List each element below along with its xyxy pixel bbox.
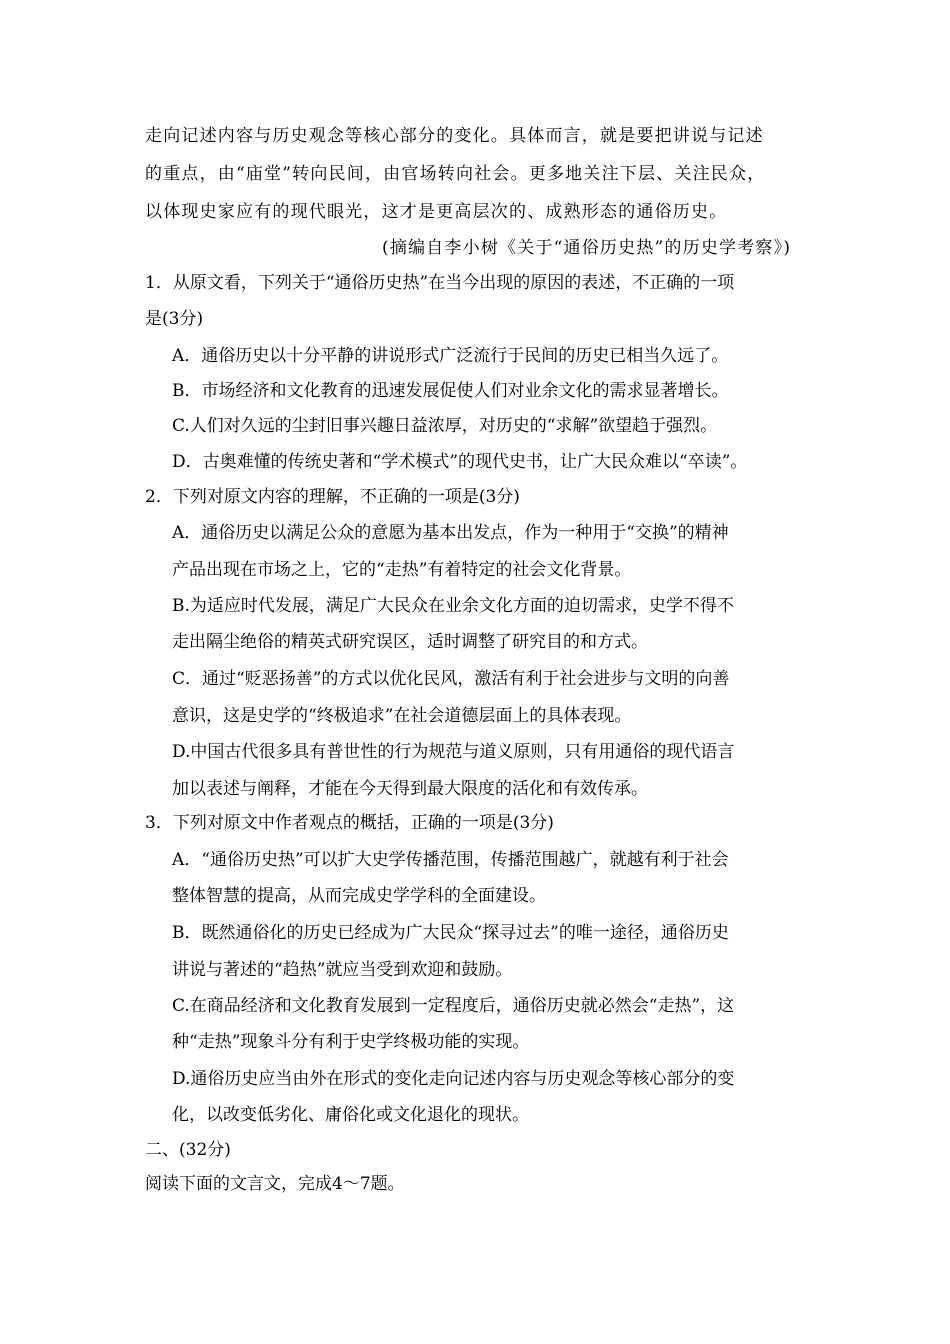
question-2-option-c: C．通过“贬恶扬善”的方式以优化民风，激活有利于社会进步与文明的向善 [172, 669, 730, 689]
question-1-option-a: A．通俗历史以十分平静的讲说形式广泛流行于民间的历史已相当久远了。 [172, 346, 729, 366]
question-3-option-d-cont: 化，以改变低劣化、庸俗化或文化退化的现状。 [172, 1105, 529, 1125]
section-heading: 二、(32分) [145, 1140, 231, 1160]
question-3-option-b-cont: 讲说与著述的“趋热”就应当受到欢迎和鼓励。 [172, 960, 513, 980]
passage-line: 以体现史家应有的现代眼光，这才是更高层次的、成熟形态的通俗历史。 [145, 202, 728, 222]
question-1-stem: 1．从原文看，下列关于“通俗历史热”在当今出现的原因的表述，不正确的一项 [145, 273, 735, 293]
question-1-option-d: D．古奥难懂的传统史著和“学术模式”的现代史书，让广大民众难以“卒读”。 [172, 452, 748, 472]
passage-source: (摘编自李小树《关于“通俗历史热”的历史学考察》) [382, 238, 792, 258]
question-3-option-a-cont: 整体智慧的提高，从而完成史学学科的全面建设。 [172, 886, 546, 906]
question-1-option-c: C.人们对久远的尘封旧事兴趣日益浓厚，对历史的“求解”欲望趋于强烈。 [172, 416, 718, 436]
question-2-option-a-cont: 产品出现在市场之上，它的“走热”有着特定的社会文化背景。 [172, 560, 632, 580]
question-3-option-d: D.通俗历史应当由外在形式的变化走向记述内容与历史观念等核心部分的变 [172, 1069, 735, 1089]
question-3-option-c: C.在商品经济和文化教育发展到一定程度后，通俗历史就必然会“走热”，这 [172, 996, 735, 1016]
question-2-option-b: B.为适应时代发展，满足广大民众在业余文化方面的迫切需求，史学不得不 [172, 596, 734, 616]
question-2-option-a: A．通俗历史以满足公众的意愿为基本出发点，作为一种用于“交换”的精神 [172, 523, 729, 543]
question-2-option-d-cont: 加以表述与阐释，才能在今天得到最大限度的活化和有效传承。 [172, 779, 648, 799]
question-1-option-b: B．市场经济和文化教育的迅速发展促使人们对业余文化的需求显著增长。 [172, 381, 729, 401]
question-2-option-b-cont: 走出隔尘绝俗的精英式研究误区，适时调整了研究目的和方式。 [172, 632, 648, 652]
passage-line: 的重点，由“庙堂”转向民间，由官场转向社会。更多地关注下层、关注民众， [145, 164, 766, 184]
section-instruction: 阅读下面的文言文，完成4～7题。 [145, 1174, 405, 1194]
question-2-stem: 2．下列对原文内容的理解，不正确的一项是(3分) [145, 487, 520, 507]
question-3-option-c-cont: 种“走热”现象斗分有利于史学终极功能的实现。 [172, 1032, 530, 1052]
passage-line: 走向记述内容与历史观念等核心部分的变化。具体而言，就是要把讲说与记述 [145, 126, 764, 146]
question-1-stem: 是(3分) [145, 309, 204, 329]
question-3-option-a: A．“通俗历史热”可以扩大史学传播范围，传播范围越广，就越有利于社会 [172, 850, 729, 870]
question-3-stem: 3．下列对原文中作者观点的概括，正确的一项是(3分) [145, 813, 554, 833]
question-2-option-d: D.中国古代很多具有普世性的行为规范与道义原则，只有用通俗的现代语言 [172, 742, 735, 762]
question-3-option-b: B．既然通俗化的历史已经成为广大民众“探寻过去”的唯一途径，通俗历史 [172, 923, 729, 943]
question-2-option-c-cont: 意识，这是史学的“终极追求”在社会道德层面上的具体表现。 [172, 706, 632, 726]
